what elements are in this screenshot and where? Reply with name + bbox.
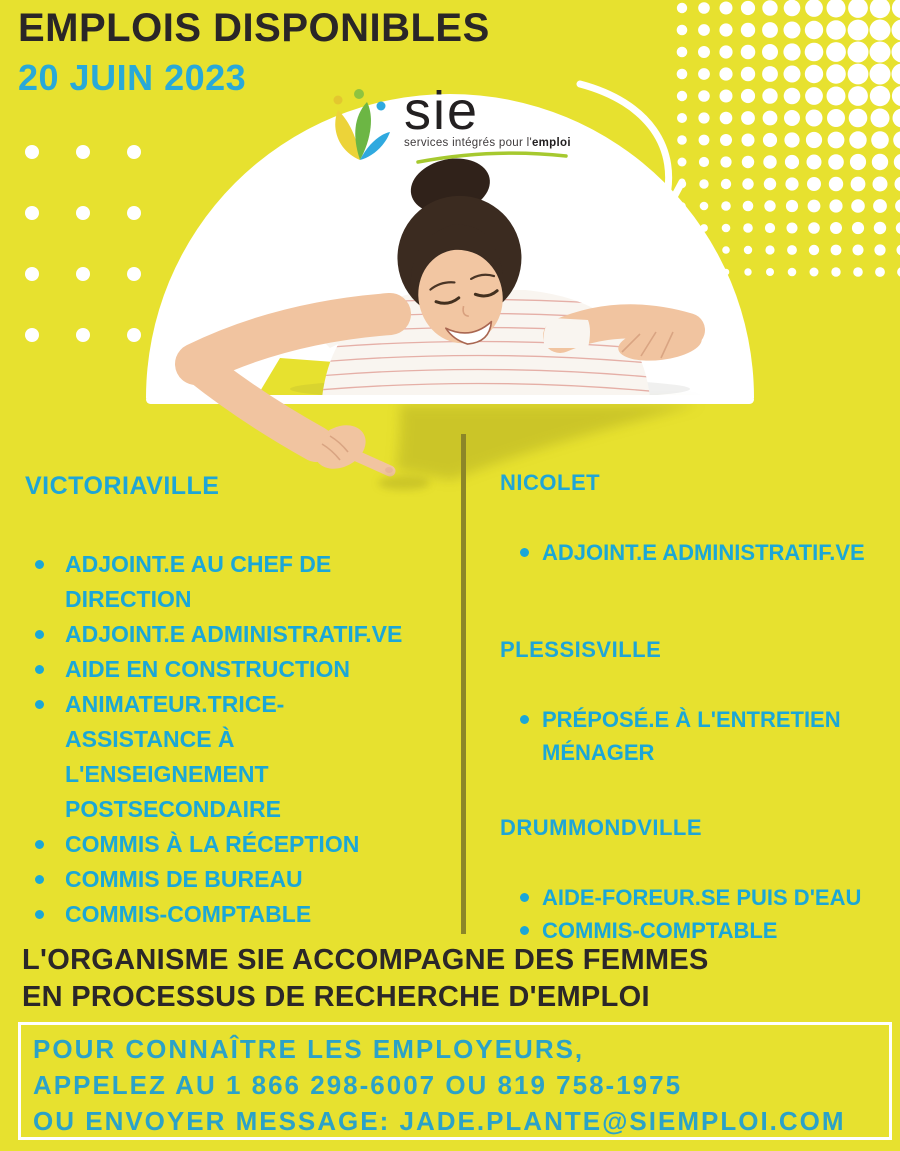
about-line-1: L'ORGANISME SIE ACCOMPAGNE DES FEMMES — [22, 944, 709, 976]
contact-line-email: OU ENVOYER MESSAGE: JADE.PLANTE@SIEMPLOI.COM — [33, 1106, 846, 1136]
city-heading-victoriaville: VICTORIAVILLE — [25, 472, 220, 500]
section-drummondville — [500, 815, 892, 947]
job-item: PRÉPOSÉ.E À L'ENTRETIEN MÉNAGER — [500, 703, 890, 769]
job-item: COMMIS-COMPTABLE — [25, 897, 415, 932]
job-item: ANIMATEUR.TRICE- ASSISTANCE À L'ENSEIGNEMENT POSTSECONDAIRE — [25, 687, 415, 827]
column-right — [500, 470, 892, 947]
contact-line-employers: POUR CONNAÎTRE LES EMPLOYEURS, — [33, 1034, 585, 1064]
about-line-2: EN PROCESSUS DE RECHERCHE D'EMPLOI — [22, 981, 650, 1013]
sie-logo — [322, 81, 571, 166]
job-item: AIDE-FOREUR.SE PUIS D'EAU — [500, 881, 890, 914]
job-item: AIDE EN CONSTRUCTION — [25, 652, 415, 687]
about-text — [22, 942, 709, 1016]
job-item: COMMIS-COMPTABLE — [500, 914, 890, 947]
job-list-victoriaville — [25, 547, 415, 932]
poster-title: EMPLOIS DISPONIBLES — [18, 6, 490, 50]
city-heading-plessisville: PLESSISVILLE — [500, 637, 662, 662]
contact-box — [18, 1022, 892, 1140]
job-item: ADJOINT.E ADMINISTRATIF.VE — [25, 617, 415, 652]
section-plessisville — [500, 637, 892, 769]
contact-line-phone: APPELEZ AU 1 866 298-6007 OU 819 758-1975 — [33, 1070, 683, 1100]
sie-logo-mark-icon — [322, 88, 394, 166]
job-item: COMMIS À LA RÉCEPTION — [25, 827, 415, 862]
section-nicolet — [500, 470, 892, 569]
poster-date: 20 JUIN 2023 — [18, 57, 247, 98]
logo-tagline: services intégrés pour l'emploi — [404, 137, 571, 149]
logo-wordmark: sie — [404, 81, 480, 141]
job-list-nicolet — [500, 536, 890, 569]
job-item: COMMIS DE BUREAU — [25, 862, 415, 897]
column-victoriaville — [25, 472, 465, 932]
city-heading-nicolet: NICOLET — [500, 470, 601, 495]
job-item: ADJOINT.E AU CHEF DE DIRECTION — [25, 547, 415, 617]
job-item: ADJOINT.E ADMINISTRATIF.VE — [500, 536, 890, 569]
halftone-dots — [677, 0, 900, 277]
dot-grid — [25, 145, 141, 342]
job-list-drummondville — [500, 881, 890, 947]
city-heading-drummondville: DRUMMONDVILLE — [500, 815, 703, 840]
job-list-plessisville — [500, 703, 890, 769]
